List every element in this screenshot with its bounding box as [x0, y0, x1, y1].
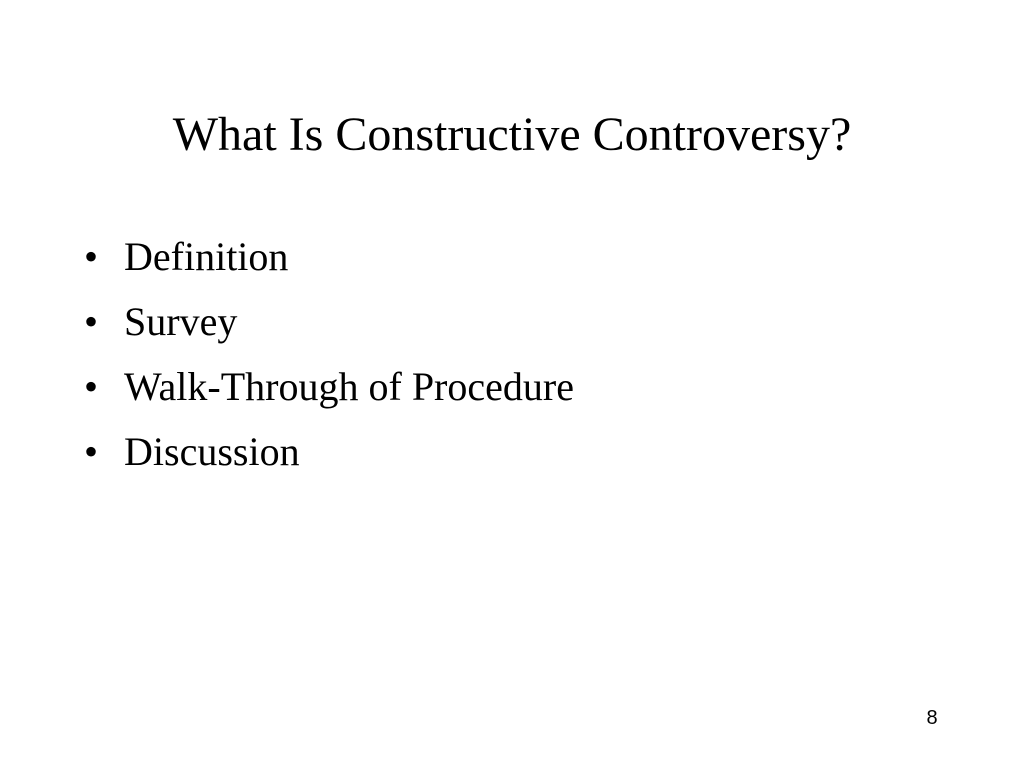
bullet-list — [84, 232, 574, 492]
list-item — [84, 427, 574, 492]
bullet-icon: • — [84, 429, 99, 474]
list-item — [84, 232, 574, 297]
page-number: 8 — [926, 707, 938, 729]
list-item — [84, 362, 574, 427]
bullet-icon: • — [84, 299, 99, 344]
bullet-icon: • — [84, 364, 99, 409]
slide-title: What Is Constructive Controversy? — [172, 108, 852, 161]
bullet-text-discussion: Discussion — [124, 429, 300, 474]
bullet-text-walk-through: Walk-Through of Procedure — [124, 364, 574, 409]
list-item — [84, 297, 574, 362]
bullet-text-definition: Definition — [124, 234, 289, 279]
bullet-icon: • — [84, 234, 99, 279]
bullet-text-survey: Survey — [124, 299, 238, 344]
